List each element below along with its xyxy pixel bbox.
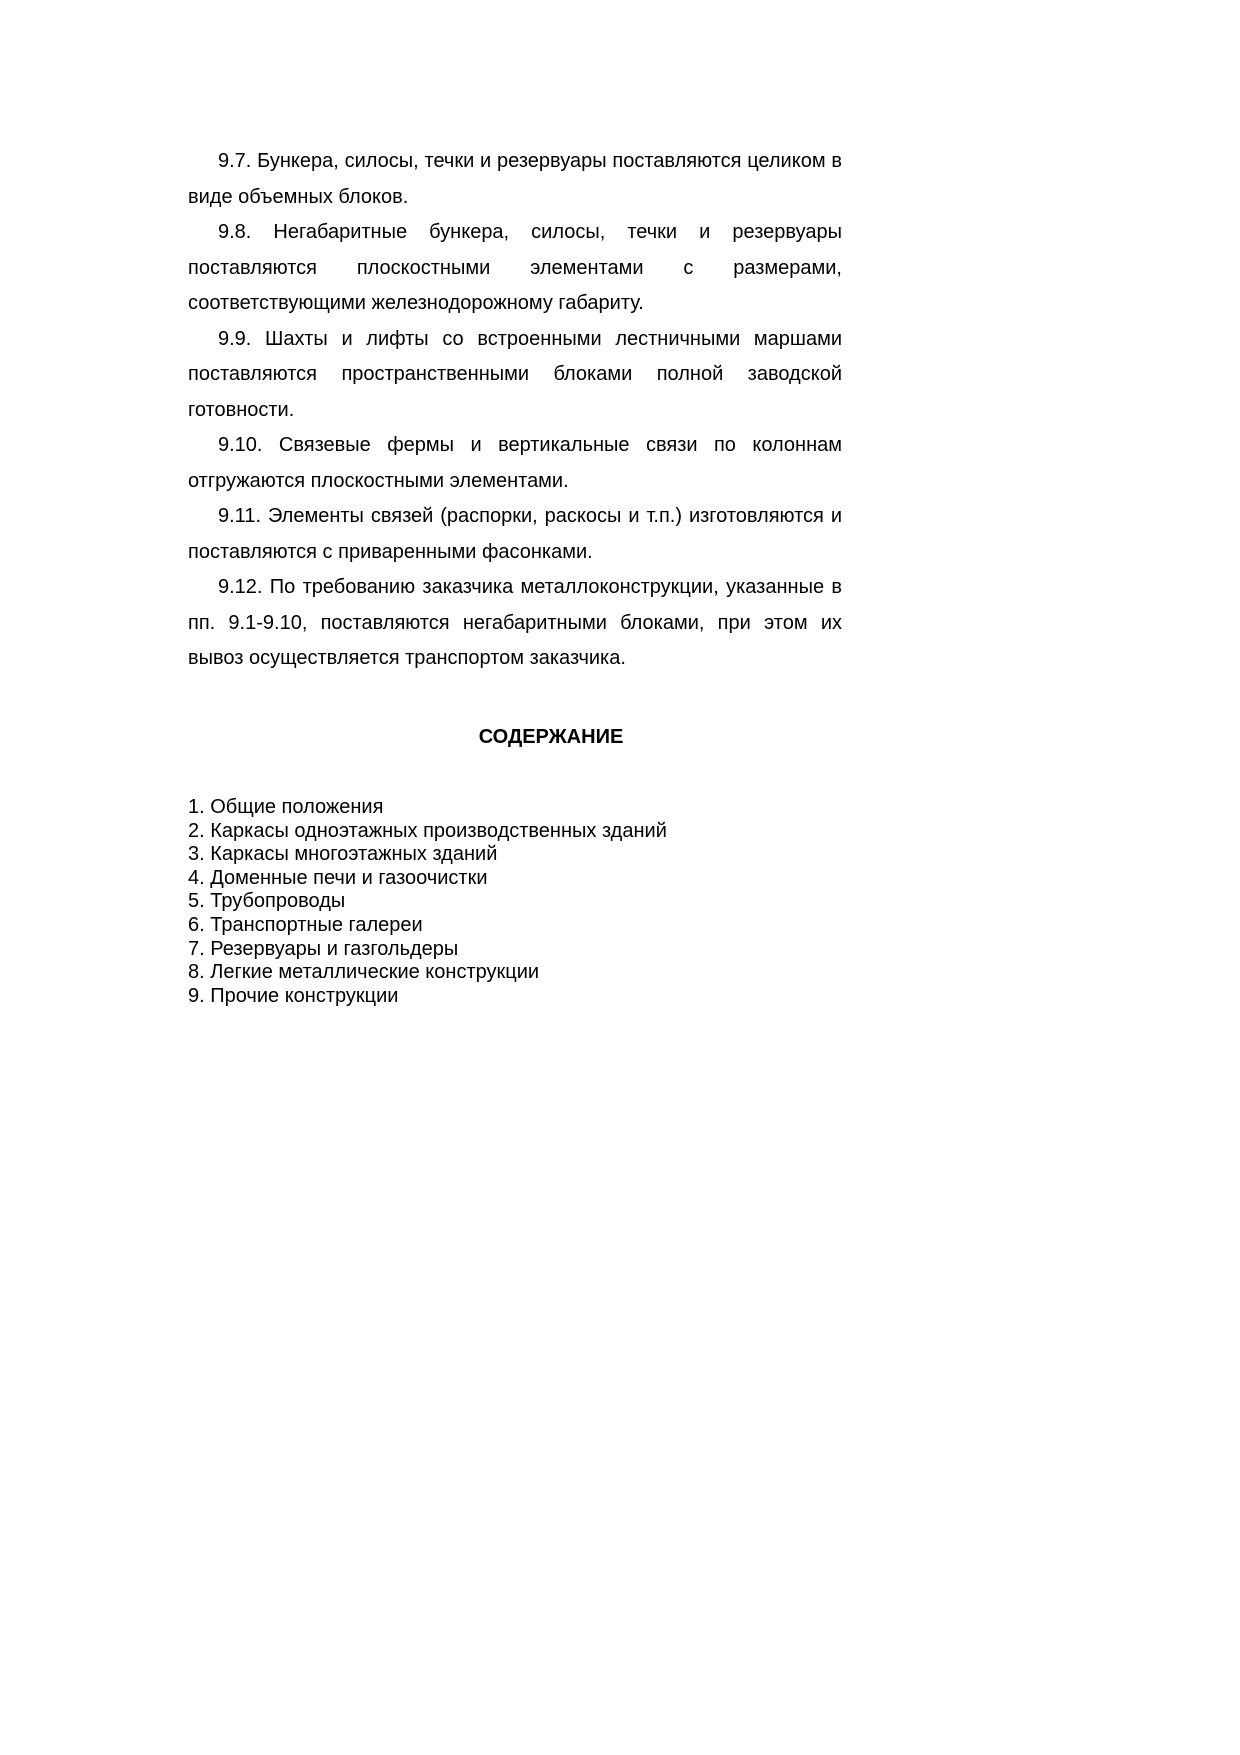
- toc-title: СОДЕРЖАНИЕ: [478, 726, 624, 748]
- toc-item: 7. Резервуары и газгольдеры: [188, 937, 459, 960]
- paragraph-9-12: 9.12. По требованию заказчика металлоконструкции, указанные в пп. 9.1-9.10, поставляются негабаритными блоками, при этом их вывоз осуществляется транспортом заказчика.: [188, 576, 842, 669]
- toc-item: 2. Каркасы одноэтажных производственных зданий: [188, 819, 667, 842]
- toc-item: 4. Доменные печи и газоочистки: [188, 866, 488, 889]
- toc-item: 5. Трубопроводы: [188, 890, 346, 913]
- paragraph-9-9: 9.9. Шахты и лифты со встроенными лестничными маршами поставляются пространственными блоками полной заводской готовности.: [188, 327, 842, 421]
- paragraph-9-11: 9.11. Элементы связей (распорки, раскосы и т.п.) изготовляются и поставляются с приваренными фасонками.: [188, 505, 842, 563]
- toc-item: 6. Транспортные галереи: [188, 913, 423, 936]
- table-of-contents: [188, 796, 888, 1008]
- toc-item: 8. Легкие металлические конструкции: [188, 961, 540, 984]
- toc-item: 3. Каркасы многоэтажных зданий: [188, 843, 498, 866]
- paragraph-9-8: 9.8. Негабаритные бункера, силосы, течки и резервуары поставляются плоскостными элементами с размерами, соответствующими железнодорожному габариту.: [188, 221, 842, 314]
- section-9-text: [188, 144, 842, 677]
- toc-item: 1. Общие положения: [188, 796, 384, 818]
- paragraph-9-7: 9.7. Бункера, силосы, течки и резервуары поставляются целиком в виде объемных блоков.: [188, 150, 842, 208]
- paragraph-9-10: 9.10. Связевые фермы и вертикальные связи по колоннам отгружаются плоскостными элементами.: [188, 434, 842, 492]
- toc-item: 9. Прочие конструкции: [188, 984, 399, 1007]
